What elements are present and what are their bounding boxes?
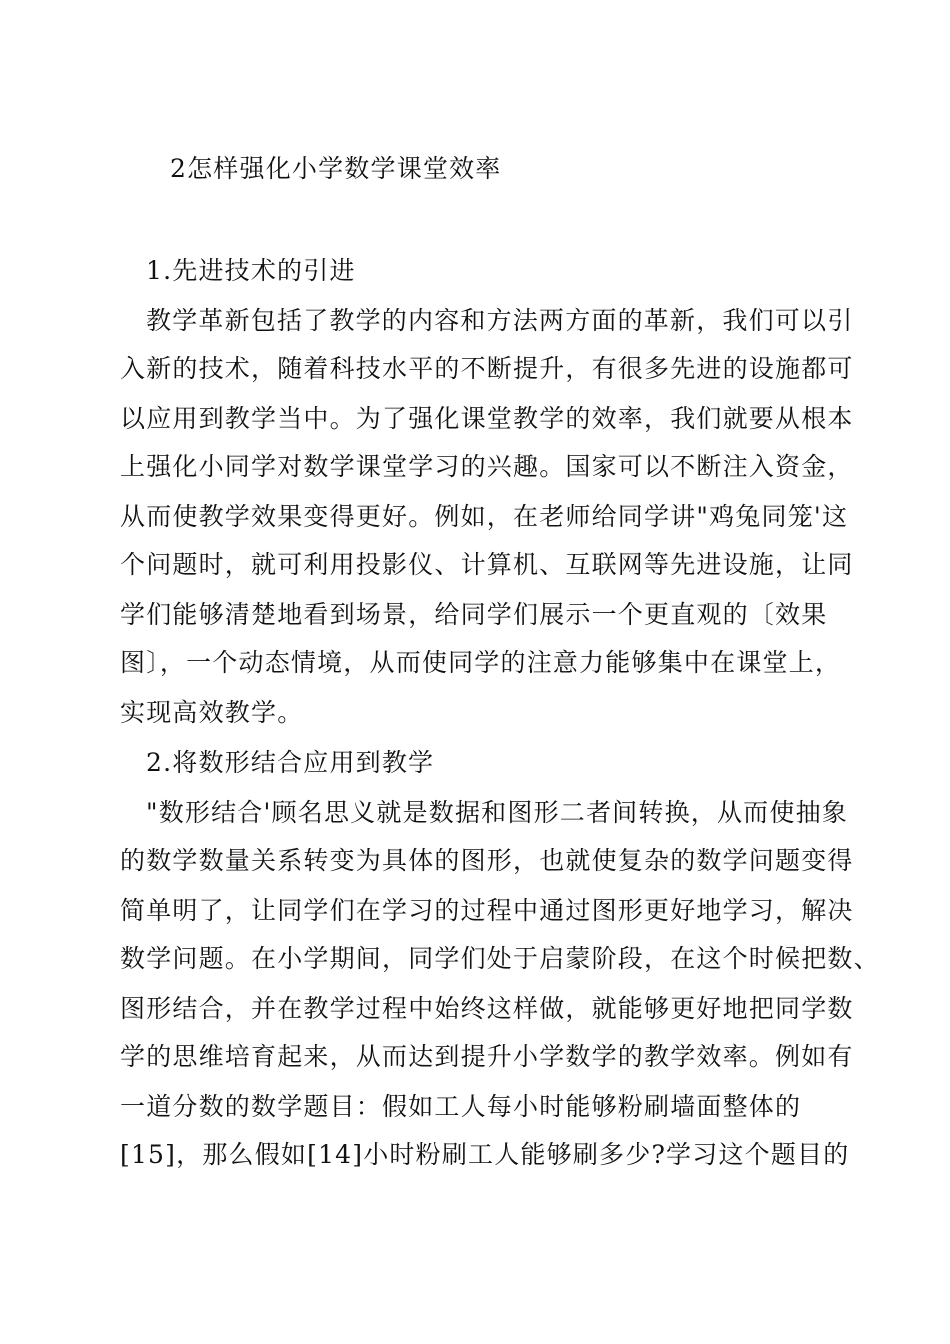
section-2-line: "数形结合'顾名思义就是数据和图形二者间转换，从而使抽象 [146,798,848,827]
section-1-line: 实现高效教学。 [120,698,304,727]
section-1-heading: 1.先进技术的引进 [146,256,356,285]
section-1-line: 学们能够清楚地看到场景，给同学们展示一个更直观的〔效果 [120,600,828,629]
section-2-line: 一道分数的数学题目：假如工人每小时能够粉刷墙面整体的 [120,1092,802,1121]
section-1-line: 个问题时，就可利用投影仪、计算机、互联网等先进设施，让同 [120,550,854,579]
section-2-line: 图形结合，并在教学过程中始终这样做，就能够更好地把同学数 [120,994,854,1023]
section-1-line: 从而使教学效果变得更好。例如，在老师给同学讲"鸡兔同笼'这 [120,502,849,531]
section-2-line: 学的思维培育起来，从而达到提升小学数学的教学效率。例如有 [120,1042,854,1071]
section-2-line: 数学问题。在小学期间，同学们处于启蒙阶段，在这个时候把数、 [120,944,880,973]
section-2-heading: 2.将数形结合应用到教学 [146,748,435,777]
section-2-line: 的数学数量关系转变为具体的图形，也就使复杂的数学问题变得 [120,846,854,875]
document-title: 2怎样强化小学数学课堂效率 [170,154,502,183]
section-1-line: 教学革新包括了教学的内容和方法两方面的革新，我们可以引 [146,306,854,335]
section-1-line: 上强化小同学对数学课堂学习的兴趣。国家可以不断注入资金， [120,452,854,481]
section-1-line: 图〕，一个动态情境，从而使同学的注意力能够集中在课堂上， [120,648,842,677]
section-1-line: 以应用到教学当中。为了强化课堂教学的效率，我们就要从根本 [120,404,854,433]
section-2-line: [15]，那么假如[14]小时粉刷工人能够刷多少?学习这个题目的 [120,1140,850,1169]
section-1-line: 入新的技术，随着科技水平的不断提升，有很多先进的设施都可 [120,354,854,383]
section-2-line: 简单明了，让同学们在学习的过程中通过图形更好地学习，解决 [120,896,854,925]
